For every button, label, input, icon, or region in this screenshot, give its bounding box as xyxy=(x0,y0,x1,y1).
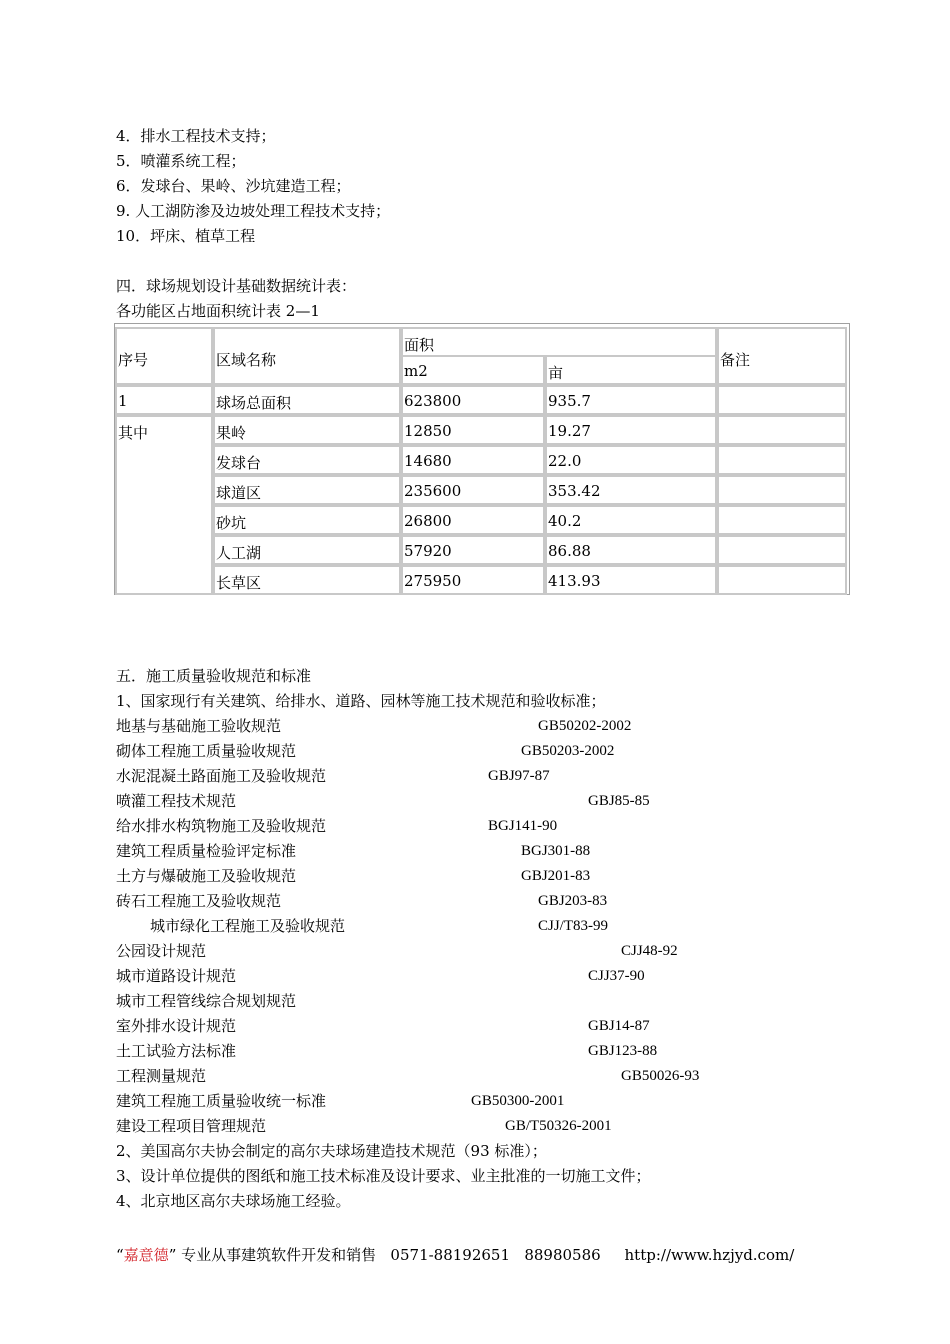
table-cell-mu: 353.42 xyxy=(545,475,717,505)
standard-code: GBJ123-88 xyxy=(588,1043,658,1059)
standard-code: GB50203-2002 xyxy=(521,743,615,759)
standard-code: GBJ14-87 xyxy=(588,1018,650,1034)
table-cell-m2: 275950 xyxy=(401,565,545,595)
table-cell-region: 长草区 xyxy=(213,565,401,595)
table-cell-mu: 413.93 xyxy=(545,565,717,595)
list-item-irrigation: 5．喷灌系统工程； xyxy=(116,152,246,170)
header-region: 区域名称 xyxy=(213,327,401,385)
table-cell-region: 砂坑 xyxy=(213,505,401,535)
standard-name: 建筑工程施工质量验收统一标准 xyxy=(116,1092,327,1110)
section5-item2: 2、美国高尔夫协会制定的高尔夫球场建造技术规范（93 标准）； xyxy=(116,1142,547,1160)
standard-code: GB/T50326-2001 xyxy=(505,1118,612,1134)
standard-name: 城市工程管线综合规划规范 xyxy=(116,992,297,1010)
table-cell-mu: 86.88 xyxy=(545,535,717,565)
table-cell-note xyxy=(717,505,847,535)
table-cell-note xyxy=(717,445,847,475)
table-cell-note xyxy=(717,415,847,445)
header-note: 备注 xyxy=(717,327,847,385)
table-cell-mu: 22.0 xyxy=(545,445,717,475)
standard-code: CJJ/T83-99 xyxy=(538,918,609,934)
standard-code: GB50202-2002 xyxy=(538,718,632,734)
table-cell-mu: 935.7 xyxy=(545,385,717,415)
table-cell-region: 发球台 xyxy=(213,445,401,475)
header-m2: m2 xyxy=(401,355,545,385)
table-cell-note xyxy=(717,475,847,505)
table-cell-region: 人工湖 xyxy=(213,535,401,565)
table-cell-region: 果岭 xyxy=(213,415,401,445)
table-cell-note xyxy=(717,385,847,415)
table-caption: 各功能区占地面积统计表 2—1 xyxy=(116,302,320,320)
standard-name: 土工试验方法标准 xyxy=(116,1042,237,1060)
table-cell-m2: 26800 xyxy=(401,505,545,535)
standard-name: 城市道路设计规范 xyxy=(116,967,237,985)
standard-name: 建筑工程质量检验评定标准 xyxy=(116,842,297,860)
table-cell-m2: 57920 xyxy=(401,535,545,565)
footer-quote-open: “ xyxy=(116,1246,124,1264)
standard-code: GB50026-93 xyxy=(621,1068,700,1084)
section5-item3: 3、设计单位提供的图纸和施工技术标准及设计要求、业主批准的一切施工文件； xyxy=(116,1167,651,1185)
table-cell-seq: 1 xyxy=(115,385,213,415)
standard-name: 室外排水设计规范 xyxy=(116,1017,237,1035)
table-cell-seq-merged: 其中 xyxy=(115,415,213,595)
table-cell-region: 球场总面积 xyxy=(213,385,401,415)
list-item-construction: 6．发球台、果岭、沙坑建造工程； xyxy=(116,177,351,195)
standard-code: BGJ141-90 xyxy=(488,818,558,834)
standard-name: 公园设计规范 xyxy=(116,942,207,960)
section4-heading: 四．球场规划设计基础数据统计表： xyxy=(116,277,357,295)
standard-code: GBJ201-83 xyxy=(521,868,591,884)
standard-code: CJJ37-90 xyxy=(588,968,645,984)
header-mu: 亩 xyxy=(545,355,717,385)
standard-name: 城市绿化工程施工及验收规范 xyxy=(150,917,346,935)
standard-name: 喷灌工程技术规范 xyxy=(116,792,237,810)
list-item-turf: 10．坪床、植草工程 xyxy=(116,227,256,245)
table-cell-note xyxy=(717,565,847,595)
table-cell-note xyxy=(717,535,847,565)
standard-code: GBJ203-83 xyxy=(538,893,608,909)
table-cell-mu: 40.2 xyxy=(545,505,717,535)
header-area: 面积 xyxy=(401,327,717,357)
area-statistics-table xyxy=(114,323,850,595)
standard-name: 工程测量规范 xyxy=(116,1067,207,1085)
table-cell-m2: 12850 xyxy=(401,415,545,445)
standard-code: GBJ97-87 xyxy=(488,768,550,784)
section5-item4: 4、北京地区高尔夫球场施工经验。 xyxy=(116,1192,351,1210)
standard-code: BGJ301-88 xyxy=(521,843,591,859)
list-item-lake: 9. 人工湖防渗及边坡处理工程技术支持； xyxy=(116,202,391,220)
standard-code: GB50300-2001 xyxy=(471,1093,565,1109)
table-cell-m2: 623800 xyxy=(401,385,545,415)
footer xyxy=(116,1245,794,1265)
standard-name: 砌体工程施工质量验收规范 xyxy=(116,742,297,760)
footer-brand: 嘉意德 xyxy=(123,1246,169,1264)
table-cell-m2: 235600 xyxy=(401,475,545,505)
standard-code: GBJ85-85 xyxy=(588,793,650,809)
footer-text: 专业从事建筑软件开发和销售 0571-88192651 88980586 http://www.hzjyd.com/ xyxy=(176,1246,795,1264)
standard-name: 水泥混凝土路面施工及验收规范 xyxy=(116,767,327,785)
list-item-drainage: 4．排水工程技术支持； xyxy=(116,127,276,145)
standard-name: 建设工程项目管理规范 xyxy=(116,1117,267,1135)
table-cell-region: 球道区 xyxy=(213,475,401,505)
standard-name: 土方与爆破施工及验收规范 xyxy=(116,867,297,885)
header-seq: 序号 xyxy=(115,327,213,385)
standard-code: CJJ48-92 xyxy=(621,943,678,959)
footer-quote-close: ” xyxy=(168,1246,177,1264)
section5-item1: 1、国家现行有关建筑、给排水、道路、园林等施工技术规范和验收标准； xyxy=(116,692,606,710)
standard-name: 砖石工程施工及验收规范 xyxy=(116,892,282,910)
table-cell-m2: 14680 xyxy=(401,445,545,475)
table-cell-mu: 19.27 xyxy=(545,415,717,445)
standard-name: 地基与基础施工验收规范 xyxy=(116,717,282,735)
section5-heading: 五．施工质量验收规范和标准 xyxy=(116,667,312,685)
standard-name: 给水排水构筑物施工及验收规范 xyxy=(116,817,327,835)
